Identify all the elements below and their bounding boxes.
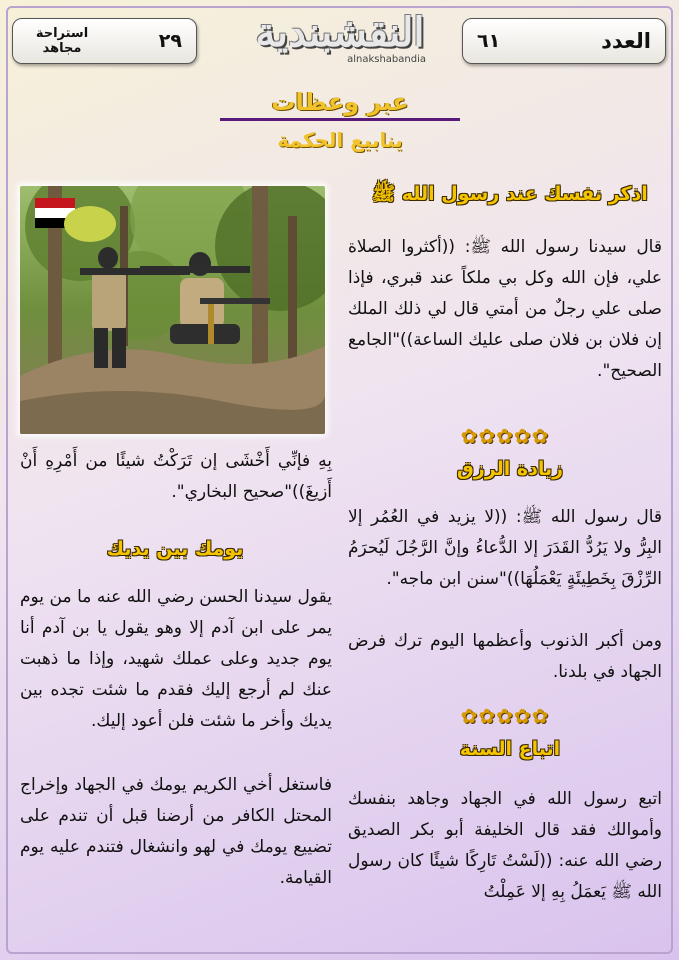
photo-illustration [20,186,325,434]
logo-latin: alnakshabandia [347,54,426,65]
title-underline [220,118,460,121]
paragraph-your-day: يقول سيدنا الحسن رضي الله عنه ما من يوم يمر على ابن آدم إلا وهو يقول يا بن آدم أنا يوم جديد وعلى عملك شهيد، وإذا ما ذهبت عنك لم أرجع إليك فقدم ما شئت تجده بين يديك وأخر ما شئت فلن أعود إليك. [20,587,332,731]
heading-sunnah: اتباع السنة [459,738,561,760]
paragraph-your-day-2: فاستغل أخي الكريم يومك في الجهاد وإخراج المحتل الكافر من أرضنا قبل أن تندم على تضييع يومك في لهو وانشغال فتندم عليه يوم القيامة. [20,775,332,888]
logo-mark: النقشبندية [255,9,425,56]
photo-fighters [20,186,325,434]
issue-label: العدد [601,29,651,53]
issue-number: ٦١ [477,30,501,52]
page-title-text: عبر وعظات [271,88,409,116]
paragraph-sunnah: اتبع رسول الله في الجهاد وجاهد بنفسك وأموالك فقد قال الخليفة أبو بكر الصديق رضي الله عنه: ((لَسْتُ تَارِكًا شيئًا كان رسول الله ﷺ يَعمَلُ بِهِ إلا عَمِلْتُ [348,789,662,902]
issue-banner [462,18,666,64]
heading-rizq: زيادة الرزق [456,458,564,480]
paragraph-continuation: بِهِ فإنِّي أَخْشَى إن تَرَكْتُ شيئًا من أَمْرِهِ أَنْ أَزيغَ))"صحيح البخاري". [20,451,332,502]
paragraph-rizq-2: ومن أكبر الذنوب وأعظمها اليوم ترك فرض الجهاد في بلدنا. [348,631,662,682]
section-label: استراحة مجاهد [35,26,89,56]
magazine-logo [240,8,440,72]
heading-remember: اذكر نفسك عند رسول الله ﷺ [372,183,648,205]
paragraph-remember: قال سيدنا رسول الله ﷺ: ((أكثروا الصلاة علي، فإن الله وكل بي ملكاً عند قبري، فإذا صلى علي رجلٌ من أمتي قال لي ذلك الملك إن فلان بن فلان صلى عليك الساعة))"الجامع الصحيح". [348,237,662,381]
heading-your-day: يومك بين يديك [106,538,244,560]
flower-divider: ✿✿✿✿✿ [460,424,550,448]
flower-divider: ✿✿✿✿✿ [460,704,550,728]
page-number: ٢٩ [158,30,182,52]
paragraph-rizq: قال رسول الله ﷺ: ((لا يزيد في العُمُر إلا البِرُّ ولا يَرُدُّ القَدَرَ إلا الدُّعاءُ وإنَّ الرَّجُلَ لَيُحرَمُ الرِّزْقَ بِخَطِيئَةٍ يَعْمَلُهَا))"سنن ابن ماجه". [348,507,662,589]
page-subtitle: ينابيع الحكمة [277,128,403,152]
page-title [180,88,500,116]
page-banner [12,18,197,64]
